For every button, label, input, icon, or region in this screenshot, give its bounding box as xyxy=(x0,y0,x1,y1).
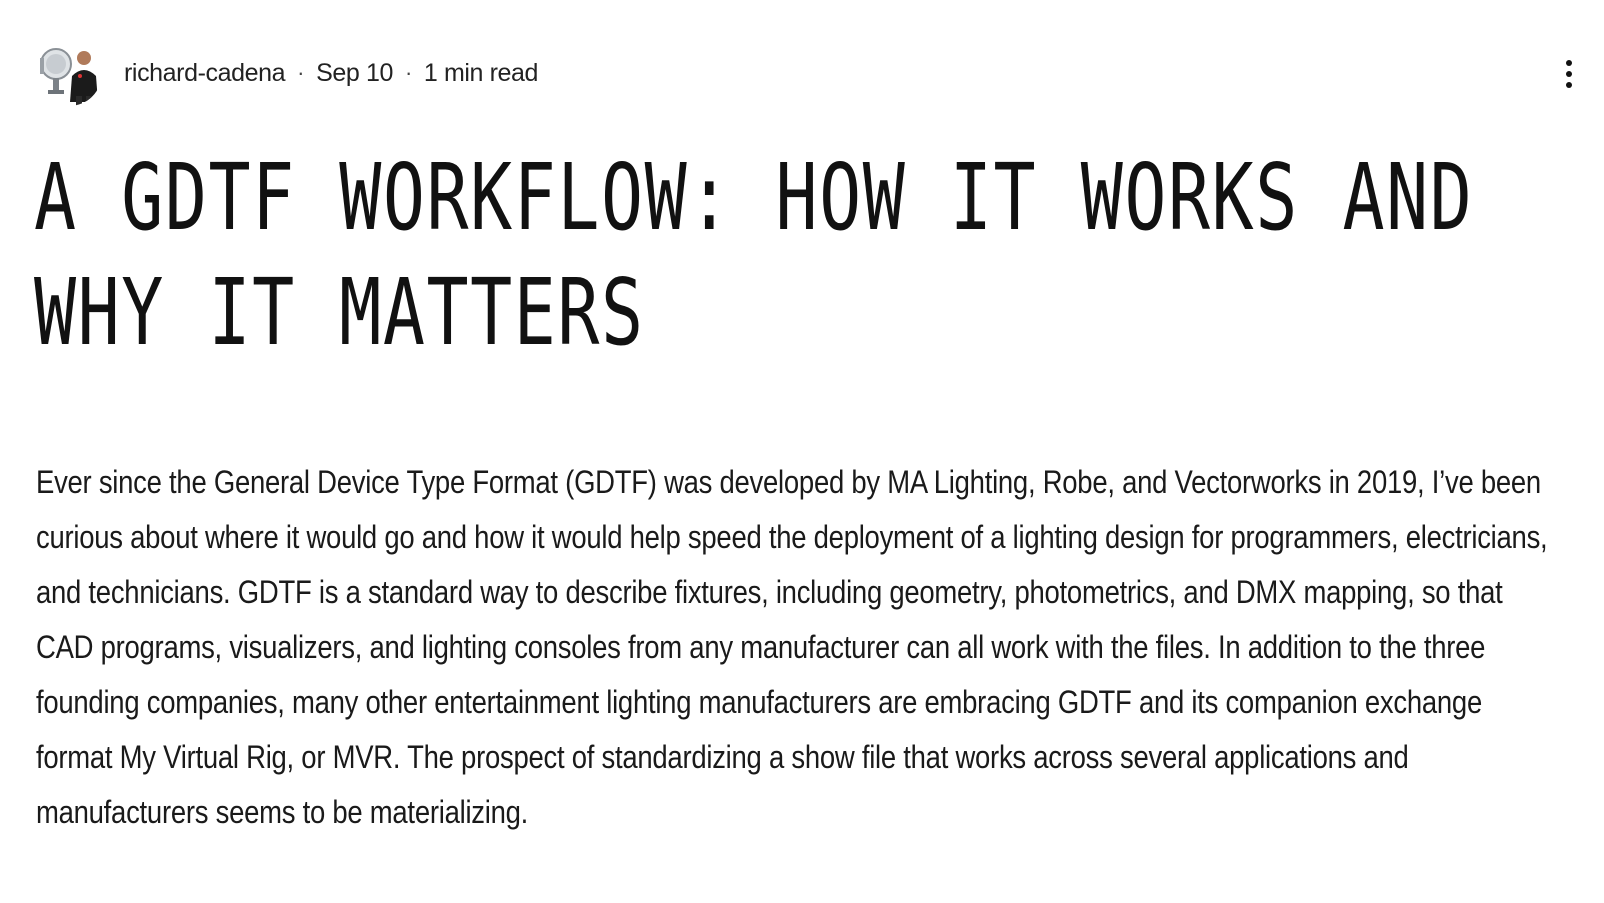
more-vertical-icon-dot xyxy=(1566,71,1572,77)
author-avatar[interactable] xyxy=(36,40,102,106)
post-body-paragraph: Ever since the General Device Type Format (GDTF) was developed by MA Lighting, Robe, and Vectorworks in 2019, I’ve been curious about where it would go and how it would help speed the deployment of a lighting design for programmers, electricians, and technicians. GDTF is a standard way to describe fixtures, including geometry, photometrics, and DMX mapping, so that CAD programs, visualizers, and lighting consoles from any manufacturer can all work with the files. In addition to the three founding companies, many other entertainment lighting manufacturers are embracing GDTF and its companion exchange format My Virtual Rig, or MVR. The prospect of standardizing a show file that works across several applications and manufacturers seems to be materializing. xyxy=(36,464,1548,830)
post-title: A GDTF WORKFLOW: HOW IT WORKS AND WHY IT MATTERS xyxy=(34,144,1474,366)
post-meta-text xyxy=(124,59,538,88)
post-meta-header xyxy=(36,40,1544,106)
meta-separator: · xyxy=(404,60,412,85)
read-time: 1 min read xyxy=(423,58,539,87)
meta-separator: · xyxy=(297,60,305,85)
author-name-link[interactable]: richard-cadena xyxy=(124,58,286,87)
post-date: Sep 10 xyxy=(316,58,393,87)
more-vertical-icon-dot xyxy=(1566,82,1572,88)
avatar-photo-icon xyxy=(36,40,102,106)
more-options-button[interactable] xyxy=(1554,44,1584,104)
more-vertical-icon xyxy=(1566,60,1572,66)
